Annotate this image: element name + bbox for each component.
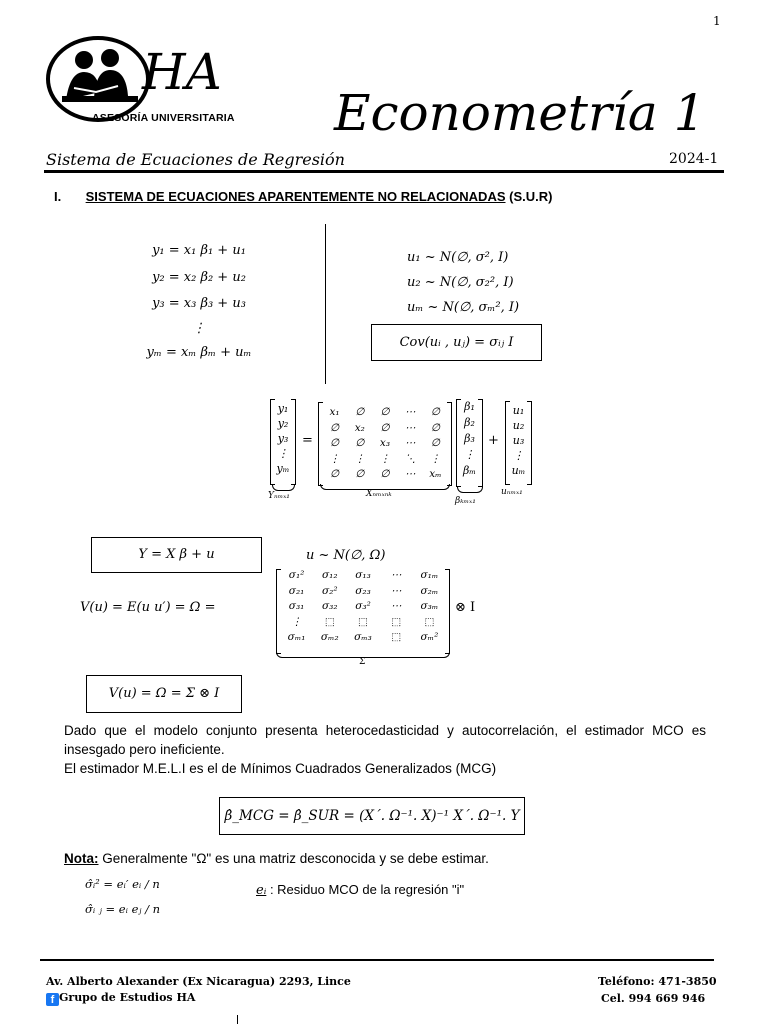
x-cell: x₃ xyxy=(379,437,391,449)
sigma-ij-estimator: σ̂ᵢ ⱼ = eᵢ eⱼ / n xyxy=(85,902,161,916)
covariance-box xyxy=(371,324,542,361)
x-cell: x₁ xyxy=(329,406,340,418)
x-cell: ⋯ xyxy=(404,421,416,434)
variance-box xyxy=(86,675,242,713)
course-title: Econometría 1 xyxy=(334,84,706,142)
variance-definition: V(u) = E(u u′) = Ω = xyxy=(80,600,216,615)
x-cell: ∅ xyxy=(430,437,440,449)
sigma-cell: ⋯ xyxy=(390,584,402,597)
sigma-cell: σ₃₁ xyxy=(288,600,305,612)
beta-entry: ⋮ xyxy=(464,448,475,461)
kronecker-identity: ⊗ I xyxy=(455,600,476,615)
sigma-cell: σ₁₂ xyxy=(321,569,338,581)
page-edge-mark xyxy=(237,1015,238,1024)
u-entry: uₘ xyxy=(511,464,526,477)
section-heading xyxy=(54,189,552,204)
sigma-cell: σ₃₂ xyxy=(321,600,338,612)
x-cell: ⋮ xyxy=(354,452,366,465)
sigma-cell: ⬚ xyxy=(424,615,435,628)
x-cell: ∅ xyxy=(355,437,365,449)
u-label: uₙₘₓ₁ xyxy=(501,487,523,497)
compact-model-box xyxy=(91,537,262,573)
estimator-formula: β̂_MCG = β̂_SUR = (X´. Ω⁻¹. X)⁻¹ X´. Ω⁻¹. Y xyxy=(224,808,520,824)
facebook-icon: f xyxy=(46,993,59,1006)
logo xyxy=(44,30,259,132)
beta-entry: β₃ xyxy=(464,432,475,445)
x-cell: ⋯ xyxy=(404,406,416,418)
x-cell: ∅ xyxy=(380,406,390,418)
x-cell: ⋮ xyxy=(430,452,441,465)
footer-group[interactable] xyxy=(46,991,195,1006)
x-cell: ∅ xyxy=(330,421,340,434)
u-distribution: u ~ N(∅, Ω) xyxy=(306,548,386,563)
footer-cell: Cel. 994 669 946 xyxy=(601,992,706,1005)
x-matrix xyxy=(322,405,448,483)
group-name: Grupo de Estudios HA xyxy=(59,991,196,1004)
equation-m: yₘ = xₘ βₘ + uₘ xyxy=(146,344,252,360)
logo-caption: ASESORÍA UNIVERSITARIA xyxy=(92,112,235,124)
x-cell: ∅ xyxy=(355,406,365,418)
x-label: Xₙₘₓₙₖ xyxy=(366,489,392,499)
sigma-cell: ⋮ xyxy=(291,615,302,628)
logo-initials: HA xyxy=(142,43,222,101)
u-entry: ⋮ xyxy=(513,449,524,462)
term: 2024-1 xyxy=(669,151,719,167)
note xyxy=(64,851,489,866)
x-cell: x₂ xyxy=(354,421,365,434)
y-vector xyxy=(273,401,293,476)
x-cell: ⋮ xyxy=(329,452,340,465)
section-title: SISTEMA DE ECUACIONES APARENTEMENTE NO RELACIONADAS xyxy=(85,189,506,204)
y-entry: y₁ xyxy=(277,402,289,415)
compact-model: Y = X β + u xyxy=(138,547,215,562)
sigma-cell: ⬚ xyxy=(358,615,368,628)
error-2: u₂ ~ N(∅, σ₂², I) xyxy=(407,275,514,290)
footer-rule xyxy=(40,959,714,961)
x-cell: ⋯ xyxy=(404,468,416,480)
note-text: Generalmente "Ω" es una matriz desconocida y se debe estimar. xyxy=(98,851,489,866)
x-cell: ∅ xyxy=(430,406,440,418)
sigma-cell: ⋯ xyxy=(390,600,402,612)
paragraph-meli: El estimador M.E.L.I es el de Mínimos Cuadrados Generalizados (MCG) xyxy=(64,761,497,776)
note-label: Nota: xyxy=(64,851,99,866)
sigma-matrix xyxy=(280,568,446,646)
sigma-cell: σₘ₂ xyxy=(320,631,339,643)
u-vector xyxy=(508,403,529,478)
sigma-cell: σ₁² xyxy=(288,569,305,581)
covariance-formula: Cov(uᵢ , uⱼ) = σᵢⱼ I xyxy=(399,335,514,350)
sigma-cell: σ₁₃ xyxy=(355,569,371,581)
sigma-cell: σ₃ₘ xyxy=(420,600,439,612)
residual-symbol: eᵢ xyxy=(256,883,267,898)
sigma-cell: ⬚ xyxy=(391,615,402,628)
beta-entry: β₁ xyxy=(464,400,475,413)
x-cell: ⋮ xyxy=(379,452,391,465)
sigma-cell: σ₂ₘ xyxy=(420,584,439,597)
sigma-i-estimator: σ̂ᵢ² = eᵢ′ eᵢ / n xyxy=(85,877,160,891)
equation-2: y₂ = x₂ β₂ + u₂ xyxy=(152,269,246,285)
section-number: I. xyxy=(54,189,62,204)
residual-definition xyxy=(256,882,464,898)
error-m: uₘ ~ N(∅, σₘ², I) xyxy=(407,300,520,315)
footer-phone: Teléfono: 471-3850 xyxy=(598,975,717,988)
error-1: u₁ ~ N(∅, σ², I) xyxy=(407,250,509,265)
sigma-cell: σ₁ₘ xyxy=(420,569,439,581)
u-entry: u₁ xyxy=(512,404,525,417)
beta-underbrace xyxy=(457,487,483,493)
y-entry: yₘ xyxy=(276,462,290,475)
sigma-cell: σₘ₁ xyxy=(287,631,306,643)
x-cell: ⋯ xyxy=(404,437,416,449)
paragraph-heteroscedasticity: Dado que el modelo conjunto presenta heterocedasticidad y autocorrelación, el estimador MCO es insesgado pero ineficiente. xyxy=(64,723,706,757)
beta-vector xyxy=(459,399,480,479)
sigma-cell: σ₃² xyxy=(355,600,371,612)
estimator-box xyxy=(219,797,525,835)
sigma-cell: σ₂₃ xyxy=(355,584,371,597)
x-cell: ∅ xyxy=(355,468,365,480)
x-cell: ∅ xyxy=(430,421,440,434)
equation-3: y₃ = x₃ β₃ + u₃ xyxy=(152,296,246,311)
vertical-divider xyxy=(325,224,326,384)
section-acronym: (S.U.R) xyxy=(509,189,553,204)
equation-system xyxy=(144,238,254,366)
sigma-cell: ⬚ xyxy=(391,631,402,643)
y-entry: y₃ xyxy=(277,432,289,445)
x-cell: xₘ xyxy=(429,468,442,480)
equation-dots: ⋮ xyxy=(192,320,206,336)
sigma-cell: ⋯ xyxy=(390,569,402,581)
header-rule xyxy=(44,170,724,173)
x-cell: ∅ xyxy=(330,437,340,449)
x-cell: ∅ xyxy=(380,421,390,434)
u-entry: u₂ xyxy=(512,419,525,432)
equals-sign: = xyxy=(302,433,313,448)
sigma-cell: σ₂₁ xyxy=(288,584,305,597)
footer-address: Av. Alberto Alexander (Ex Nicaragua) 2293, Lince xyxy=(46,975,351,988)
sigma-cell: σₘ² xyxy=(420,631,439,643)
x-cell: ∅ xyxy=(380,468,390,480)
sigma-cell: ⬚ xyxy=(324,615,335,628)
beta-entry: β₂ xyxy=(464,416,475,429)
variance-formula: V(u) = Ω = Σ ⊗ I xyxy=(108,686,220,701)
x-cell: ∅ xyxy=(330,468,340,480)
subtitle: Sistema de Ecuaciones de Regresión xyxy=(46,150,345,169)
error-distributions xyxy=(407,245,519,320)
y-label: Yₙₘₓ₁ xyxy=(268,491,290,501)
y-entry: ⋮ xyxy=(277,447,289,460)
sigma-cell: σ₂² xyxy=(321,584,338,597)
sigma-cell: σₘ₃ xyxy=(354,631,372,643)
beta-entry: βₘ xyxy=(462,464,477,477)
plus-sign: + xyxy=(488,433,499,448)
beta-label: βₖₘₓ₁ xyxy=(455,496,476,506)
u-entry: u₃ xyxy=(512,434,525,447)
equation-1: y₁ = x₁ β₁ + u₁ xyxy=(152,243,246,258)
x-cell: ⋱ xyxy=(404,452,416,465)
page-number: 1 xyxy=(713,14,721,28)
residual-text: : Residuo MCO de la regresión "i" xyxy=(269,882,465,897)
sigma-label: Σ xyxy=(359,657,366,667)
y-entry: y₂ xyxy=(277,417,289,430)
